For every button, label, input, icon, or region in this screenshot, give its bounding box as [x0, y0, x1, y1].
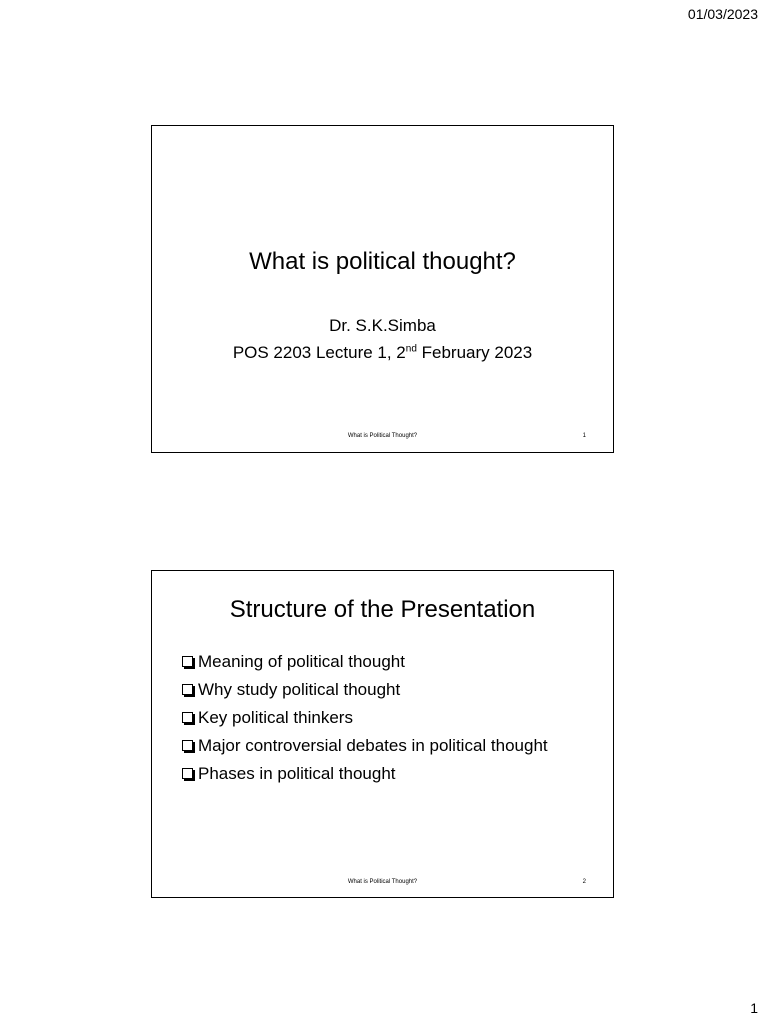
slide-footer: What is Political Thought? — [347, 433, 418, 439]
list-item — [182, 678, 582, 701]
bullet-text: Key political thinkers — [198, 708, 353, 727]
list-item — [182, 734, 582, 757]
course-suffix: February 2023 — [416, 343, 533, 362]
list-item — [182, 650, 582, 673]
checkbox-bullet-icon — [182, 740, 193, 751]
slide-number: 1 — [582, 433, 586, 439]
slide-title: Structure of the Presentation — [229, 596, 536, 623]
checkbox-bullet-icon — [182, 712, 193, 723]
slide-course-info — [152, 343, 613, 363]
slide-2 — [151, 570, 614, 898]
checkbox-bullet-icon — [182, 768, 193, 779]
slide-footer: What is Political Thought? — [347, 879, 418, 885]
checkbox-bullet-icon — [182, 656, 193, 667]
checkbox-bullet-icon — [182, 684, 193, 695]
bullet-text: Major controversial debates in political thought — [198, 736, 548, 755]
bullet-text: Meaning of political thought — [198, 652, 405, 671]
slide-number: 2 — [582, 879, 586, 885]
list-item — [182, 762, 582, 785]
page-date: 01/03/2023 — [687, 6, 758, 22]
slide-title: What is political thought? — [249, 248, 516, 275]
list-item — [182, 706, 582, 729]
page-number: 1 — [750, 1000, 758, 1016]
bullet-text: Why study political thought — [198, 680, 401, 699]
course-superscript: nd — [405, 343, 417, 355]
bullet-text: Phases in political thought — [198, 764, 396, 783]
bullet-list — [182, 650, 582, 790]
course-prefix: POS 2203 Lecture 1, 2 — [232, 343, 406, 362]
slide-1 — [151, 125, 614, 453]
slide-author: Dr. S.K.Simba — [329, 316, 436, 335]
